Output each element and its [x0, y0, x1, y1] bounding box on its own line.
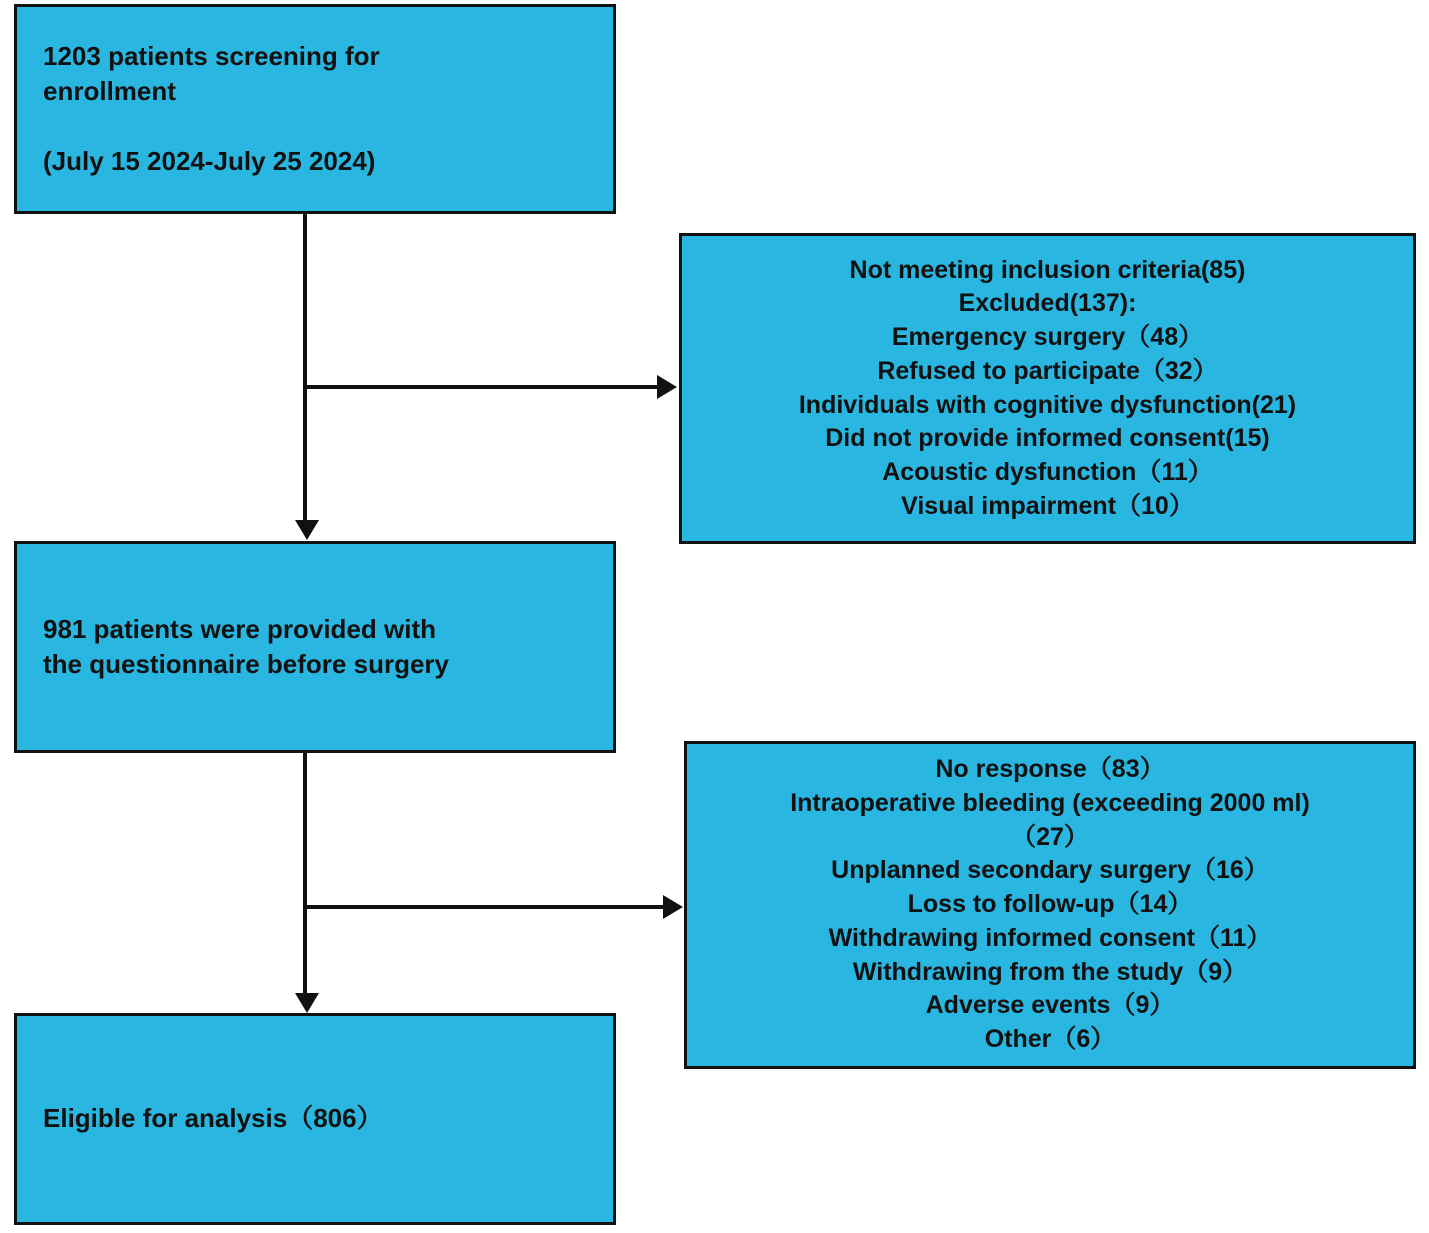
- dropouts-line-9: Other（6）: [984, 1025, 1116, 1054]
- screening-line-3: (July 15 2024-July 25 2024): [43, 145, 376, 176]
- screening-box: [14, 4, 616, 214]
- excluded-line-3: Emergency surgery（48）: [891, 323, 1204, 351]
- dropouts-line-4: Unplanned secondary surgery（16）: [831, 856, 1269, 885]
- excluded-line-7: Acoustic dysfunction（11）: [882, 458, 1213, 486]
- arrowhead-right-excluded: [657, 375, 677, 399]
- excluded-line-6: Did not provide informed consent(15): [825, 424, 1270, 453]
- arrowhead-down-eligible: [295, 993, 319, 1013]
- connector-to-excluded: [305, 385, 659, 389]
- excluded-line-8: Visual impairment（10）: [901, 491, 1194, 520]
- dropouts-line-6: Withdrawing informed consent（11）: [828, 923, 1272, 952]
- excluded-line-1: Not meeting inclusion criteria(85): [849, 255, 1246, 284]
- dropouts-line-7: Withdrawing from the study（9）: [852, 957, 1248, 986]
- connector-to-dropouts: [305, 905, 665, 909]
- dropouts-line-8: Adverse events（9）: [925, 991, 1175, 1020]
- arrowhead-down-questionnaire: [295, 520, 319, 540]
- connector-questionnaire-to-eligible: [303, 753, 307, 995]
- excluded-box: [679, 233, 1416, 544]
- dropouts-line-5: Loss to follow-up（14）: [907, 890, 1193, 919]
- screening-line-2: enrollment: [43, 76, 176, 107]
- excluded-line-2: Excluded(137):: [958, 289, 1137, 318]
- eligible-box: [14, 1013, 616, 1225]
- questionnaire-box: [14, 541, 616, 753]
- questionnaire-line-1: 981 patients were provided with: [43, 613, 436, 644]
- excluded-line-5: Individuals with cognitive dysfunction(21): [798, 390, 1297, 419]
- dropouts-box: [684, 741, 1416, 1069]
- dropouts-line-2: Intraoperative bleeding (exceeding 2000 ml): [790, 788, 1310, 817]
- questionnaire-line-2: the questionnaire before surgery: [43, 649, 449, 679]
- dropouts-line-1: No response（83）: [935, 755, 1165, 784]
- dropouts-line-3: （27）: [1011, 822, 1089, 851]
- connector-screening-to-questionnaire: [303, 214, 307, 522]
- excluded-line-4: Refused to participate（32）: [877, 356, 1218, 385]
- arrowhead-right-dropouts: [663, 895, 683, 919]
- screening-line-1: 1203 patients screening for: [43, 41, 380, 72]
- eligible-line-1: Eligible for analysis（806）: [43, 1103, 383, 1134]
